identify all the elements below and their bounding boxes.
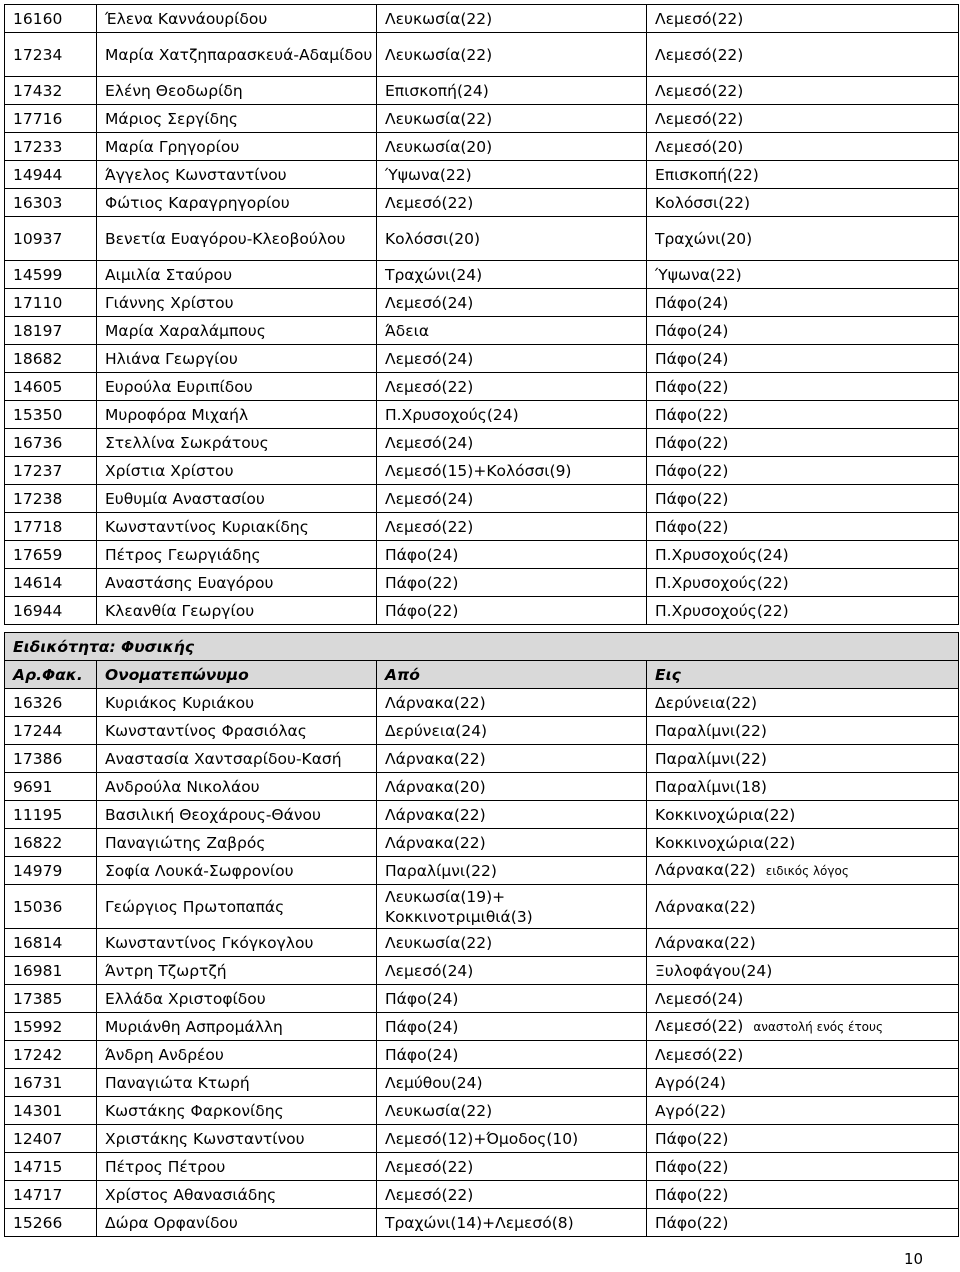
cell-id: 16814	[5, 929, 97, 957]
transfers-table-physics	[4, 632, 959, 1237]
cell-from: Λευκωσία(22)	[377, 1097, 647, 1125]
cell-id: 17432	[5, 77, 97, 105]
cell-to	[647, 717, 959, 745]
cell-id: 16731	[5, 1069, 97, 1097]
cell-id: 14614	[5, 569, 97, 597]
cell-note: ειδικός λόγος	[765, 864, 849, 878]
cell-to-value: Λάρνακα(22)	[655, 861, 756, 879]
cell-to: Πάφο(22)	[647, 373, 959, 401]
cell-id: 16326	[5, 689, 97, 717]
cell-from: Λάρνακα(22)	[377, 745, 647, 773]
cell-name: Ηλιάνα Γεωργίου	[97, 345, 377, 373]
table-row	[5, 429, 959, 457]
cell-from: Πάφο(22)	[377, 597, 647, 625]
cell-note: αναστολή ενός έτους	[753, 1020, 884, 1034]
cell-from: Π.Χρυσοχούς(24)	[377, 401, 647, 429]
cell-to: Πάφο(24)	[647, 345, 959, 373]
table-row	[5, 1041, 959, 1069]
cell-name: Κωνσταντίνος Γκόγκογλου	[97, 929, 377, 957]
section-title: Ειδικότητα: Φυσικής	[5, 633, 959, 661]
cell-from: Δερύνεια(24)	[377, 717, 647, 745]
cell-id: 15992	[5, 1013, 97, 1041]
cell-to	[647, 773, 959, 801]
cell-name: Μαρία Χατζηπαρασκευά-Αδαμίδου	[97, 33, 377, 77]
cell-from: Λεμεσό(24)	[377, 429, 647, 457]
cell-from: Πάφο(24)	[377, 541, 647, 569]
cell-name: Άντρη Τζωρτζή	[97, 957, 377, 985]
cell-id: 17238	[5, 485, 97, 513]
table-row	[5, 133, 959, 161]
cell-to	[647, 857, 959, 885]
cell-to-value: Λάρνακα(22)	[655, 897, 756, 916]
cell-id: 16822	[5, 829, 97, 857]
cell-from: Λάρνακα(22)	[377, 801, 647, 829]
cell-id: 9691	[5, 773, 97, 801]
cell-id: 14605	[5, 373, 97, 401]
table-row	[5, 1181, 959, 1209]
cell-name: Μαρία Γρηγορίου	[97, 133, 377, 161]
header-row	[5, 661, 959, 689]
cell-id: 17718	[5, 513, 97, 541]
table-row	[5, 569, 959, 597]
cell-id: 16944	[5, 597, 97, 625]
table-row	[5, 513, 959, 541]
page-number: 10	[904, 1250, 924, 1268]
table-row	[5, 189, 959, 217]
cell-from: Λεμεσό(24)	[377, 289, 647, 317]
cell-id: 12407	[5, 1125, 97, 1153]
cell-id: 15266	[5, 1209, 97, 1237]
cell-name: Γεώργιος Πρωτοπαπάς	[97, 885, 377, 929]
cell-name: Δώρα Ορφανίδου	[97, 1209, 377, 1237]
cell-name: Αναστασία Χαντσαρίδου-Κασή	[97, 745, 377, 773]
cell-from: Λεμύθου(24)	[377, 1069, 647, 1097]
cell-id: 10937	[5, 217, 97, 261]
cell-id: 18197	[5, 317, 97, 345]
cell-name: Γιάννης Χρίστου	[97, 289, 377, 317]
table-row	[5, 217, 959, 261]
cell-to	[647, 1153, 959, 1181]
cell-name: Μάριος Σεργίδης	[97, 105, 377, 133]
table-row	[5, 541, 959, 569]
table-row	[5, 597, 959, 625]
cell-name: Αιμιλία Σταύρου	[97, 261, 377, 289]
cell-to	[647, 689, 959, 717]
cell-from: Λεμεσό(22)	[377, 1181, 647, 1209]
cell-to-value: Ξυλοφάγου(24)	[655, 961, 773, 980]
cell-name: Χρίστος Αθανασιάδης	[97, 1181, 377, 1209]
cell-to	[647, 985, 959, 1013]
cell-name: Ελλάδα Χριστοφίδου	[97, 985, 377, 1013]
cell-from: Πάφο(22)	[377, 569, 647, 597]
cell-id: 14715	[5, 1153, 97, 1181]
table-row	[5, 1153, 959, 1181]
cell-name: Βενετία Ευαγόρου-Κλεοβούλου	[97, 217, 377, 261]
cell-name: Χρίστια Χρίστου	[97, 457, 377, 485]
cell-to: Πάφο(22)	[647, 401, 959, 429]
cell-from: Λευκωσία(19)+ Κοκκινοτριμιθιά(3)	[377, 885, 647, 929]
table-row	[5, 33, 959, 77]
cell-from: Λεμεσό(24)	[377, 485, 647, 513]
cell-id: 15350	[5, 401, 97, 429]
table-row	[5, 801, 959, 829]
cell-from: Λεμεσό(22)	[377, 513, 647, 541]
cell-from: Λεμεσό(15)+Κολόσσι(9)	[377, 457, 647, 485]
cell-to	[647, 745, 959, 773]
cell-to: Πάφο(22)	[647, 513, 959, 541]
cell-to-value: Κοκκινοχώρια(22)	[655, 833, 796, 852]
header-id: Αρ.Φακ.	[5, 661, 97, 689]
cell-id: 16981	[5, 957, 97, 985]
cell-to	[647, 1181, 959, 1209]
cell-name: Σοφία Λουκά-Σωφρονίου	[97, 857, 377, 885]
cell-to	[647, 829, 959, 857]
table-row	[5, 745, 959, 773]
cell-id: 14944	[5, 161, 97, 189]
cell-name: Κωνσταντίνος Κυριακίδης	[97, 513, 377, 541]
table-row	[5, 1097, 959, 1125]
table-body	[5, 633, 959, 1237]
cell-to-value: Αγρό(22)	[655, 1101, 726, 1120]
cell-to: Πάφο(22)	[647, 457, 959, 485]
transfers-table-top	[4, 4, 959, 625]
table-row	[5, 1125, 959, 1153]
cell-id: 14599	[5, 261, 97, 289]
table-row	[5, 985, 959, 1013]
cell-id: 14979	[5, 857, 97, 885]
header-to: Εις	[647, 661, 959, 689]
cell-to-value: Παραλίμνι(22)	[655, 749, 767, 768]
table-row	[5, 1013, 959, 1041]
cell-id: 17110	[5, 289, 97, 317]
cell-to-value: Παραλίμνι(18)	[655, 777, 767, 796]
cell-from: Πάφο(24)	[377, 1041, 647, 1069]
cell-to-value: Δερύνεια(22)	[655, 693, 758, 712]
cell-from: Λεμεσό(24)	[377, 957, 647, 985]
cell-from: Επισκοπή(24)	[377, 77, 647, 105]
cell-from: Λεμεσό(22)	[377, 189, 647, 217]
cell-id: 17233	[5, 133, 97, 161]
cell-from: Λευκωσία(22)	[377, 33, 647, 77]
cell-to: Π.Χρυσοχούς(24)	[647, 541, 959, 569]
cell-to	[647, 1069, 959, 1097]
cell-name: Στελλίνα Σωκράτους	[97, 429, 377, 457]
cell-id: 18682	[5, 345, 97, 373]
section-title-row	[5, 633, 959, 661]
cell-name: Ανδρούλα Νικολάου	[97, 773, 377, 801]
table-row	[5, 773, 959, 801]
cell-from: Λεμεσό(22)	[377, 1153, 647, 1181]
cell-from: Τραχώνι(24)	[377, 261, 647, 289]
table-row	[5, 885, 959, 929]
table-row	[5, 485, 959, 513]
table-row	[5, 345, 959, 373]
table-row	[5, 401, 959, 429]
cell-to-value: Πάφο(22)	[655, 1157, 729, 1176]
table-row	[5, 929, 959, 957]
cell-name: Κυριάκος Κυριάκου	[97, 689, 377, 717]
cell-name: Πέτρος Γεωργιάδης	[97, 541, 377, 569]
cell-to: Λεμεσό(22)	[647, 105, 959, 133]
header-name: Ονοματεπώνυμο	[97, 661, 377, 689]
cell-name: Κλεανθία Γεωργίου	[97, 597, 377, 625]
cell-to	[647, 1041, 959, 1069]
cell-to-value: Κοκκινοχώρια(22)	[655, 805, 796, 824]
cell-from: Λευκωσία(22)	[377, 5, 647, 33]
table-row	[5, 957, 959, 985]
table-row	[5, 261, 959, 289]
cell-id: 16303	[5, 189, 97, 217]
cell-name: Ευθυμία Αναστασίου	[97, 485, 377, 513]
table-row	[5, 457, 959, 485]
cell-from: Κολόσσι(20)	[377, 217, 647, 261]
table-row	[5, 1069, 959, 1097]
cell-id: 15036	[5, 885, 97, 929]
cell-to-value: Λεμεσό(22)	[655, 1045, 744, 1064]
cell-name: Άγγελος Κωνσταντίνου	[97, 161, 377, 189]
cell-id: 17244	[5, 717, 97, 745]
cell-to-value: Πάφο(22)	[655, 1213, 729, 1232]
cell-to-value: Λεμεσό(24)	[655, 989, 744, 1008]
cell-to: Τραχώνι(20)	[647, 217, 959, 261]
cell-to-value: Λεμεσό(22)	[655, 1017, 744, 1035]
cell-id: 17242	[5, 1041, 97, 1069]
cell-from: Λάρνακα(22)	[377, 829, 647, 857]
cell-to: Κολόσσι(22)	[647, 189, 959, 217]
cell-name: Χριστάκης Κωνσταντίνου	[97, 1125, 377, 1153]
cell-name: Ελένη Θεοδωρίδη	[97, 77, 377, 105]
cell-to-value: Αγρό(24)	[655, 1073, 726, 1092]
cell-name: Φώτιος Καραγρηγορίου	[97, 189, 377, 217]
cell-to: Λεμεσό(22)	[647, 5, 959, 33]
cell-name: Ευρούλα Ευριπίδου	[97, 373, 377, 401]
cell-to: Πάφο(24)	[647, 289, 959, 317]
cell-from: Πάφο(24)	[377, 1013, 647, 1041]
cell-name: Έλενα Καννάουρίδου	[97, 5, 377, 33]
cell-to	[647, 1013, 959, 1041]
table-row	[5, 317, 959, 345]
cell-to: Π.Χρυσοχούς(22)	[647, 597, 959, 625]
cell-from: Λάρνακα(22)	[377, 689, 647, 717]
cell-to	[647, 885, 959, 929]
cell-id: 17234	[5, 33, 97, 77]
cell-from: Λεμεσό(22)	[377, 373, 647, 401]
cell-to: Λεμεσό(20)	[647, 133, 959, 161]
cell-from: Λάρνακα(20)	[377, 773, 647, 801]
cell-id: 14717	[5, 1181, 97, 1209]
header-from: Από	[377, 661, 647, 689]
table-row	[5, 829, 959, 857]
cell-to: Λεμεσό(22)	[647, 77, 959, 105]
cell-from: Τραχώνι(14)+Λεμεσό(8)	[377, 1209, 647, 1237]
cell-to	[647, 929, 959, 957]
cell-to	[647, 1209, 959, 1237]
cell-to	[647, 1097, 959, 1125]
cell-to	[647, 957, 959, 985]
cell-id: 11195	[5, 801, 97, 829]
cell-to: Πάφο(22)	[647, 429, 959, 457]
cell-id: 17386	[5, 745, 97, 773]
table-row	[5, 717, 959, 745]
cell-to: Π.Χρυσοχούς(22)	[647, 569, 959, 597]
cell-name: Παναγιώτης Ζαβρός	[97, 829, 377, 857]
cell-to: Πάφο(22)	[647, 485, 959, 513]
cell-id: 16736	[5, 429, 97, 457]
cell-id: 17385	[5, 985, 97, 1013]
cell-id: 17659	[5, 541, 97, 569]
cell-to: Ύψωνα(22)	[647, 261, 959, 289]
table-row	[5, 689, 959, 717]
cell-from: Πάφο(24)	[377, 985, 647, 1013]
cell-from: Λευκωσία(20)	[377, 133, 647, 161]
table-row	[5, 373, 959, 401]
cell-name: Πέτρος Πέτρου	[97, 1153, 377, 1181]
cell-name: Αναστάσης Ευαγόρου	[97, 569, 377, 597]
cell-from: Ύψωνα(22)	[377, 161, 647, 189]
cell-from: Παραλίμνι(22)	[377, 857, 647, 885]
table-row	[5, 161, 959, 189]
cell-to: Λεμεσό(22)	[647, 33, 959, 77]
table-row	[5, 857, 959, 885]
table-row	[5, 289, 959, 317]
cell-id: 14301	[5, 1097, 97, 1125]
table-row	[5, 105, 959, 133]
table-row	[5, 1209, 959, 1237]
table-body	[5, 5, 959, 625]
cell-to-value: Πάφο(22)	[655, 1185, 729, 1204]
table-row	[5, 5, 959, 33]
cell-name: Παναγιώτα Κτωρή	[97, 1069, 377, 1097]
cell-to-value: Παραλίμνι(22)	[655, 721, 767, 740]
cell-from: Λευκωσία(22)	[377, 929, 647, 957]
cell-from: Λευκωσία(22)	[377, 105, 647, 133]
cell-id: 17716	[5, 105, 97, 133]
cell-id: 16160	[5, 5, 97, 33]
cell-to: Πάφο(24)	[647, 317, 959, 345]
cell-name: Μυριάνθη Ασπρομάλλη	[97, 1013, 377, 1041]
cell-to	[647, 1125, 959, 1153]
cell-name: Κωστάκης Φαρκονίδης	[97, 1097, 377, 1125]
cell-to	[647, 801, 959, 829]
cell-id: 17237	[5, 457, 97, 485]
cell-from: Λεμεσό(12)+Όμοδος(10)	[377, 1125, 647, 1153]
cell-name: Μαρία Χαραλάμπους	[97, 317, 377, 345]
cell-from: Λεμεσό(24)	[377, 345, 647, 373]
cell-to-value: Λάρνακα(22)	[655, 933, 756, 952]
cell-name: Βασιλική Θεοχάρους-Θάνου	[97, 801, 377, 829]
cell-to-value: Πάφο(22)	[655, 1129, 729, 1148]
table-row	[5, 77, 959, 105]
cell-name: Άνδρη Ανδρέου	[97, 1041, 377, 1069]
cell-name: Κωνσταντίνος Φρασιόλας	[97, 717, 377, 745]
cell-to: Επισκοπή(22)	[647, 161, 959, 189]
cell-from: Άδεια	[377, 317, 647, 345]
cell-name: Μυροφόρα Μιχαήλ	[97, 401, 377, 429]
